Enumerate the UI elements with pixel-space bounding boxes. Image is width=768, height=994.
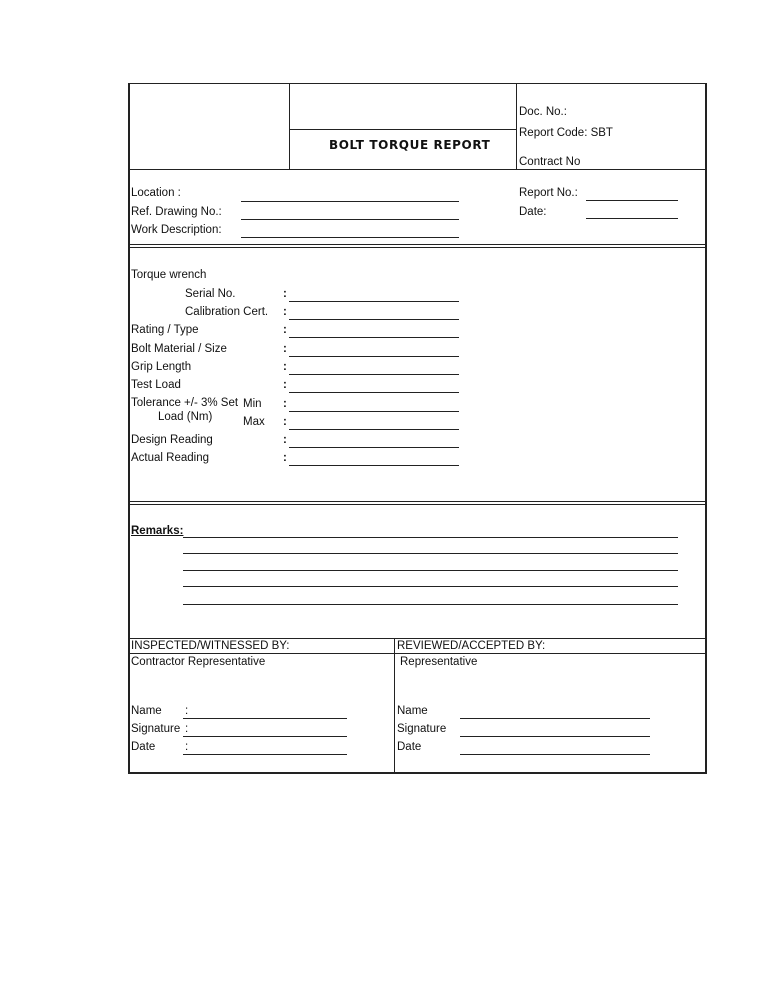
header-divider-left xyxy=(289,83,290,170)
calibration-cert-field[interactable] xyxy=(289,319,459,320)
inspected-heading: INSPECTED/WITNESSED BY: xyxy=(131,640,290,652)
colon: : xyxy=(283,361,287,373)
inspector-name-field[interactable] xyxy=(183,718,347,719)
grip-length-field[interactable] xyxy=(289,374,459,375)
header-divider-right xyxy=(516,83,517,170)
title-cell-top-line xyxy=(289,129,517,130)
test-load-label: Test Load xyxy=(131,379,181,391)
inspector-date-label: Date xyxy=(131,741,156,753)
location-label: Location : xyxy=(131,187,181,199)
bolt-material-label: Bolt Material / Size xyxy=(131,343,227,355)
colon: : xyxy=(283,434,287,446)
section-separator xyxy=(128,244,707,245)
tolerance-min-label: Min xyxy=(243,398,262,410)
reviewer-name-field[interactable] xyxy=(460,718,650,719)
form-border-left xyxy=(128,83,130,774)
serial-no-field[interactable] xyxy=(289,301,459,302)
actual-reading-field[interactable] xyxy=(289,465,459,466)
tolerance-max-label: Max xyxy=(243,416,265,428)
reviewer-date-field[interactable] xyxy=(460,754,650,755)
inspector-signature-field[interactable] xyxy=(183,736,347,737)
calibration-cert-label: Calibration Cert. xyxy=(185,306,269,318)
tolerance-min-field[interactable] xyxy=(289,411,459,412)
reviewer-date-label: Date xyxy=(397,741,422,753)
reviewer-signature-label: Signature xyxy=(397,723,447,735)
remarks-line[interactable] xyxy=(183,537,678,538)
contractor-representative-label: Contractor Representative xyxy=(131,656,266,668)
contract-no-label: Contract No xyxy=(519,156,581,168)
remarks-line[interactable] xyxy=(183,553,678,554)
work-description-label: Work Description: xyxy=(131,224,222,236)
colon: : xyxy=(283,416,287,428)
inspector-date-field[interactable] xyxy=(183,754,347,755)
form-border-top xyxy=(128,83,707,84)
section-separator xyxy=(128,247,707,248)
design-reading-label: Design Reading xyxy=(131,434,213,446)
reviewed-heading: REVIEWED/ACCEPTED BY: xyxy=(397,640,546,652)
date-label: Date: xyxy=(519,206,547,218)
remarks-label: Remarks: xyxy=(131,525,184,537)
report-title: BOLT TORQUE REPORT xyxy=(329,138,491,152)
colon: : xyxy=(185,741,189,753)
colon: : xyxy=(283,343,287,355)
colon: : xyxy=(283,379,287,391)
location-field[interactable] xyxy=(241,201,459,202)
ref-drawing-label: Ref. Drawing No.: xyxy=(131,206,222,218)
colon: : xyxy=(283,324,287,336)
ref-drawing-field[interactable] xyxy=(241,219,459,220)
inspector-signature-label: Signature xyxy=(131,723,181,735)
colon: : xyxy=(283,288,287,300)
section-separator xyxy=(128,501,707,502)
representative-label: Representative xyxy=(400,656,478,668)
signoff-heading-line xyxy=(128,653,707,654)
remarks-line[interactable] xyxy=(183,586,678,587)
header-bottom-line xyxy=(128,169,707,170)
colon: : xyxy=(283,452,287,464)
tolerance-label: Tolerance +/- 3% Set xyxy=(131,397,239,409)
report-no-field[interactable] xyxy=(586,200,678,201)
section-separator xyxy=(128,504,707,505)
tolerance-load-label: Load (Nm) xyxy=(158,411,213,423)
inspector-name-label: Name xyxy=(131,705,162,717)
remarks-line[interactable] xyxy=(183,570,678,571)
report-code-label: Report Code: SBT xyxy=(519,127,613,139)
remarks-line[interactable] xyxy=(183,604,678,605)
doc-no-label: Doc. No.: xyxy=(519,106,567,118)
actual-reading-label: Actual Reading xyxy=(131,452,209,464)
design-reading-field[interactable] xyxy=(289,447,459,448)
rating-type-label: Rating / Type xyxy=(131,324,199,336)
form-border-right xyxy=(705,83,707,774)
colon: : xyxy=(283,306,287,318)
reviewer-signature-field[interactable] xyxy=(460,736,650,737)
colon: : xyxy=(283,398,287,410)
test-load-field[interactable] xyxy=(289,392,459,393)
torque-wrench-heading: Torque wrench xyxy=(131,269,207,281)
colon: : xyxy=(185,705,189,717)
tolerance-max-field[interactable] xyxy=(289,429,459,430)
date-field[interactable] xyxy=(586,218,678,219)
work-description-field[interactable] xyxy=(241,237,459,238)
signoff-top-line xyxy=(128,638,707,639)
report-no-label: Report No.: xyxy=(519,187,578,199)
serial-no-label: Serial No. xyxy=(185,288,236,300)
form-border-bottom xyxy=(128,772,707,774)
reviewer-name-label: Name xyxy=(397,705,428,717)
bolt-material-field[interactable] xyxy=(289,356,459,357)
signoff-divider xyxy=(394,638,395,773)
rating-type-field[interactable] xyxy=(289,337,459,338)
colon: : xyxy=(185,723,189,735)
grip-length-label: Grip Length xyxy=(131,361,192,373)
